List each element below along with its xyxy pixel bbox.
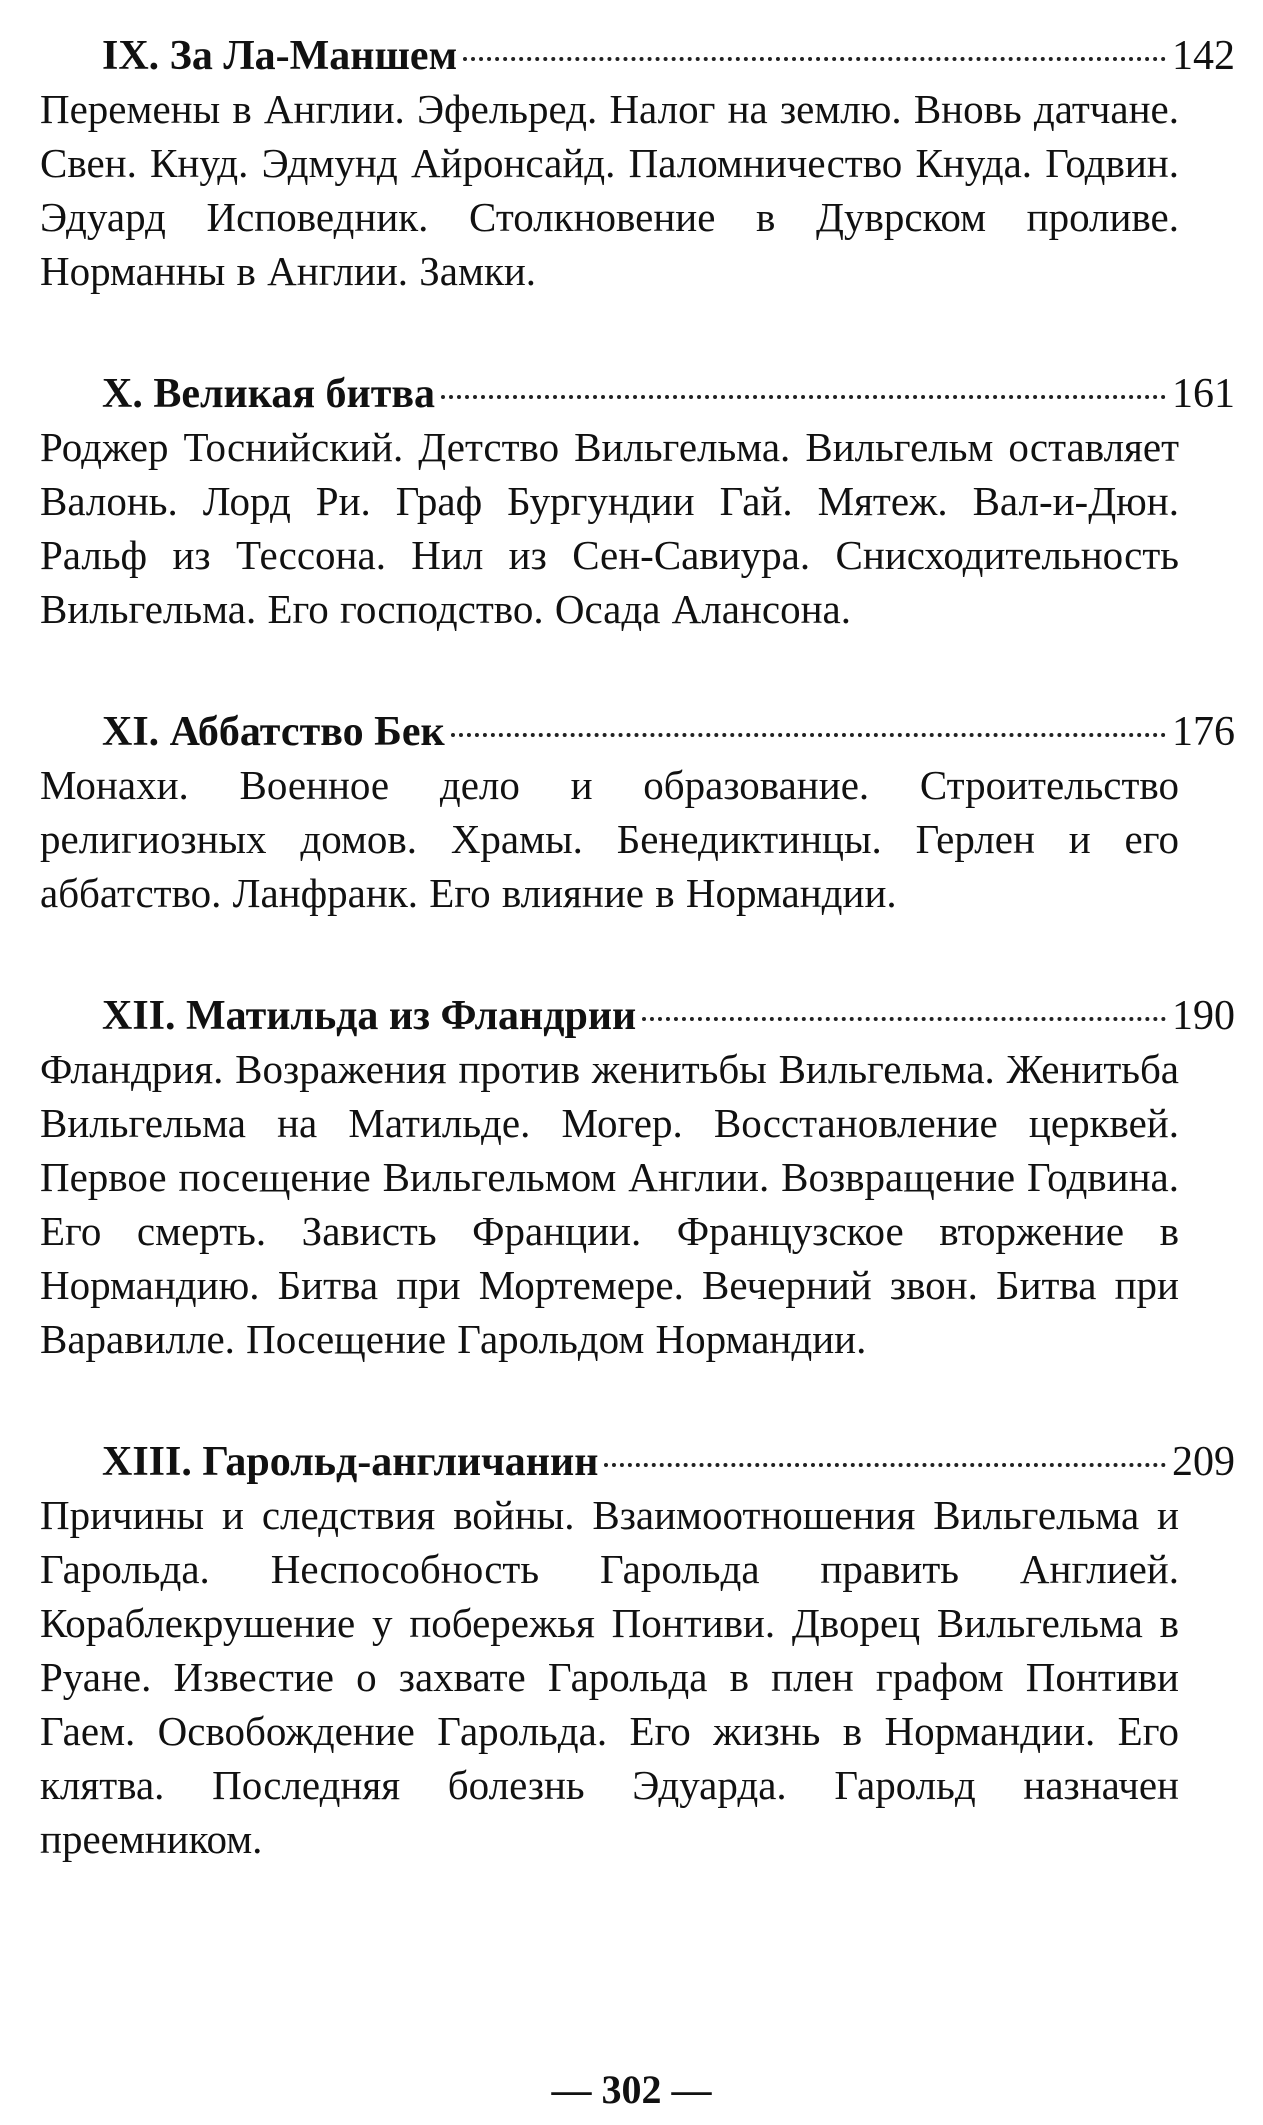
toc-entry-heading (40, 30, 1235, 82)
toc-entry-heading (40, 1436, 1235, 1488)
chapter-summary: Роджер Тоснийский. Детство Вильгельма. Вильгельм оставляет Валонь. Лорд Ри. Граф Бургундии Гай. Мятеж. Вал-и-Дюн. Ральф из Тессона. Нил из Сен-Савиура. Снисходительность Вильгельма. Его господство. Осада Алансона. (40, 424, 1179, 632)
toc-entry-x (40, 368, 1235, 636)
dot-leader (642, 1017, 1166, 1021)
chapter-title: IX. За Ла-Маншем (102, 33, 458, 79)
toc-entry-xi (40, 706, 1235, 920)
chapter-page-number: 161 (1172, 371, 1235, 417)
chapter-title: XII. Матильда из Фландрии (102, 993, 637, 1039)
chapter-title: XI. Аббатство Бек (102, 709, 445, 755)
chapter-page-number: 142 (1172, 33, 1235, 79)
toc-entry-xiii (40, 1436, 1235, 1866)
chapter-summary: Причины и следствия войны. Взаимоотношения Вильгельма и Гарольда. Неспособность Гарольда править Англией. Кораблекрушение у побережья Понтиви. Дворец Вильгельма в Руане. Известие о захвате Гарольда в плен графом Понтиви Гаем. Освобождение Гарольда. Его жизнь в Нормандии. Его клятва. Последняя болезнь Эдуарда. Гарольд назначен преемником. (40, 1492, 1179, 1862)
table-of-contents (40, 30, 1235, 1936)
chapter-summary: Монахи. Военное дело и образование. Строительство религиозных домов. Храмы. Бенедиктинцы. Герлен и его аббатство. Ланфранк. Его влияние в Нормандии. (40, 762, 1179, 916)
chapter-title: XIII. Гарольд-англичанин (102, 1439, 599, 1485)
toc-entry-heading (40, 990, 1235, 1042)
dot-leader (441, 395, 1166, 399)
toc-entry-heading (40, 706, 1235, 758)
chapter-summary: Фландрия. Возражения против женитьбы Вильгельма. Женитьба Вильгельма на Матильде. Могер. Восстановление церквей. Первое посещение Вильгельмом Англии. Возвращение Годвина. Его смерть. Зависть Франции. Французское вторжение в Нормандию. Битва при Мортемере. Вечерний звон. Битва при Варавилле. Посещение Гарольдом Нормандии. (40, 1046, 1179, 1362)
chapter-page-number: 209 (1172, 1439, 1235, 1485)
chapter-title: X. Великая битва (102, 371, 436, 417)
chapter-page-number: 176 (1172, 709, 1235, 755)
page-number-footer: — 302 — (551, 2067, 712, 2112)
toc-entry-xii (40, 990, 1235, 1366)
toc-entry-heading (40, 368, 1235, 420)
chapter-summary: Перемены в Англии. Эфельред. Налог на землю. Вновь датчане. Свен. Кнуд. Эдмунд Айронсайд. Паломничество Кнуда. Годвин. Эдуард Исповедник. Столкновение в Дуврском проливе. Норманны в Англии. Замки. (40, 86, 1179, 294)
dot-leader (604, 1463, 1166, 1467)
toc-entry-ix (40, 30, 1235, 298)
dot-leader (451, 733, 1166, 737)
chapter-page-number: 190 (1172, 993, 1235, 1039)
dot-leader (463, 57, 1166, 61)
